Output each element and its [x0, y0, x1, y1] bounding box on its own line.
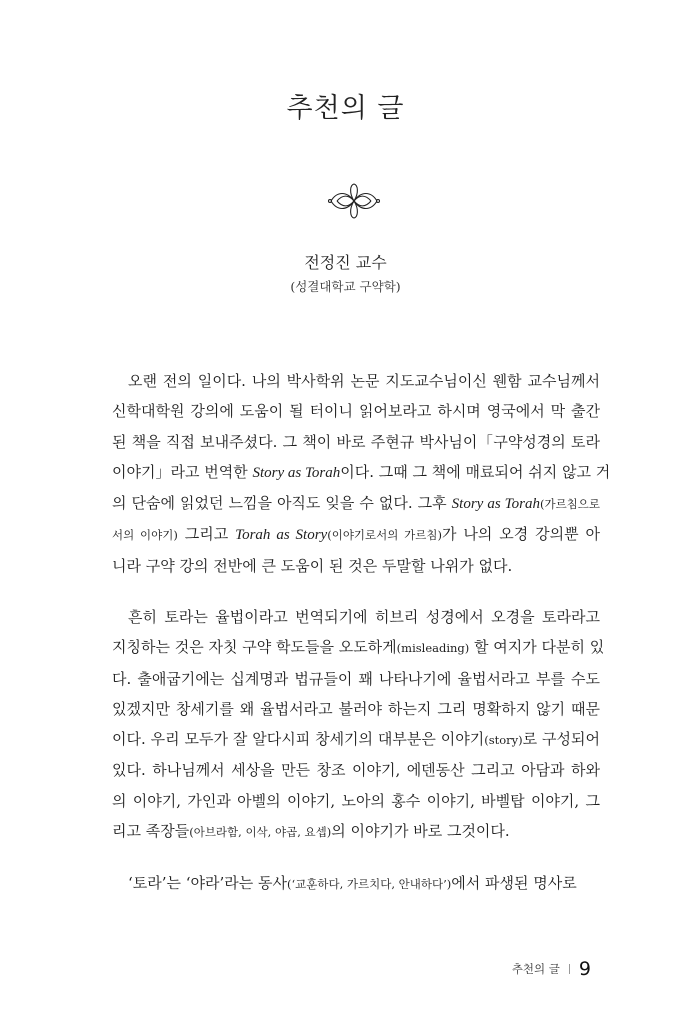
- text-run: 할 여지가 다분히 있: [469, 638, 605, 657]
- text-run: (misleading): [396, 641, 470, 656]
- paragraph-2: [112, 602, 605, 847]
- running-head: 추천의 글: [511, 962, 560, 976]
- text-line: [112, 632, 605, 663]
- text-line: [112, 724, 600, 755]
- text-run: (story): [484, 733, 523, 748]
- footer-divider: [569, 964, 570, 974]
- text-run: 리고 족장들: [112, 822, 190, 841]
- text-line: [112, 366, 600, 396]
- text-run: (‘교훈하다, 가르치다, 안내하다’): [287, 877, 452, 891]
- text-run: 이다. 그때 그 책에 매료되어 쉬지 않고 거: [340, 462, 611, 481]
- text-run: 로 구성되어: [522, 730, 601, 749]
- page-number: 9: [578, 958, 591, 980]
- body-text: [112, 366, 611, 581]
- text-run: ‘토라’는 ‘야라’라는 동사: [128, 874, 288, 892]
- author-name: 전정진 교수: [304, 253, 387, 272]
- text-run: 에서 파생된 명사로: [451, 874, 577, 892]
- text-line: [112, 427, 600, 457]
- text-run: 지칭하는 것은 자칫 구약 학도들을 오도하게: [112, 638, 397, 657]
- page-footer: [512, 958, 591, 980]
- text-line: [112, 694, 600, 724]
- text-line: [112, 396, 600, 426]
- text-run: 서의 이야기): [112, 528, 178, 543]
- body-text-3: [112, 868, 600, 899]
- text-run: 다. 출애굽기에는 십계명과 법규들이 꽤 나타나기에 율법서라고 부를 수도: [112, 669, 600, 688]
- flourish-ornament-icon: [327, 181, 381, 221]
- text-run: 신학대학원 강의에 도움이 될 터이니 읽어보라고 하시며 영국에서 막 출간: [112, 402, 600, 421]
- book-title: Torah as Story: [235, 527, 328, 544]
- text-line: [112, 488, 600, 519]
- book-title: Story as Torah: [451, 496, 540, 513]
- text-line: [112, 602, 600, 632]
- text-run: 된 책을 직접 보내주셨다. 그 책이 바로 주현규 박사님이「구약성경의 토라: [112, 432, 600, 451]
- page-title: 추천의 글: [286, 93, 405, 124]
- text-run: 니라 구약 강의 전반에 큰 도움이 된 것은 두말할 나위가 없다.: [112, 556, 513, 575]
- text-line: [112, 786, 600, 816]
- paragraph-3: [112, 868, 600, 899]
- text-line: [112, 457, 611, 488]
- text-run: 있겠지만 창세기를 왜 율법서라고 불러야 하는지 그리 명확하지 않기 때문: [112, 699, 600, 718]
- book-title: Story as Torah: [252, 464, 341, 481]
- text-line: [112, 519, 600, 550]
- text-run: (가르침으로: [539, 497, 600, 512]
- text-run: 있다. 하나님께서 세상을 만든 창조 이야기, 에덴동산 그리고 아담과 하와: [112, 761, 600, 780]
- author-affiliation: (성결대학교 구약학): [290, 279, 401, 294]
- text-run: 의 이야기가 바로 그것이다.: [331, 822, 510, 841]
- text-run: 흔히 토라는 율법이라고 번역되기에 히브리 성경에서 오경을 토라라고: [128, 608, 600, 626]
- text-line: [112, 868, 600, 899]
- text-run: 의 이야기, 가인과 아벨의 이야기, 노아의 홍수 이야기, 바벨탑 이야기, 그: [112, 791, 600, 810]
- text-run: 그리고: [177, 525, 236, 544]
- text-run: 이다. 우리 모두가 잘 알다시피 창세기의 대부분은 이야기: [112, 730, 485, 749]
- text-run: (아브라함, 이삭, 야곱, 요셉): [189, 825, 332, 840]
- text-line: [112, 755, 600, 785]
- text-run: 오랜 전의 일이다. 나의 박사학위 논문 지도교수님이신 웬함 교수님께서: [128, 372, 600, 390]
- text-run: 의 단숨에 읽었던 느낌을 아직도 잊을 수 없다. 그후: [112, 494, 452, 513]
- text-line: [112, 664, 600, 694]
- text-line: [112, 551, 600, 581]
- text-line: [112, 816, 600, 847]
- paragraph-1: [112, 366, 611, 581]
- text-run: (이야기로서의 가르침): [327, 528, 442, 543]
- text-run: 가 나의 오경 강의뿐 아: [441, 525, 601, 544]
- text-run: 이야기」라고 번역한: [112, 462, 253, 481]
- body-text-2: [112, 602, 605, 847]
